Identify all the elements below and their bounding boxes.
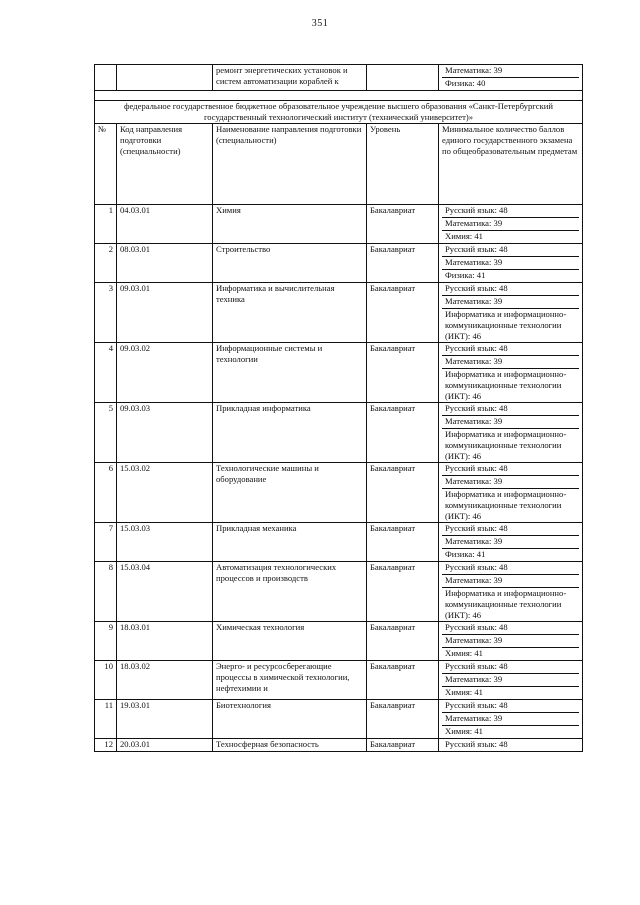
subject-score: Информатика и информационно-коммуникационные технологии (ИКТ): 46 — [445, 429, 567, 461]
subject-score: Физика: 40 — [445, 78, 486, 88]
cell-level: Бакалавриат — [367, 244, 439, 283]
subject-score: Русский язык: 48 — [442, 244, 579, 257]
subject-score: Математика: 39 — [442, 674, 579, 687]
table-row — [95, 739, 583, 752]
table-row — [95, 622, 583, 661]
cell-name: Химия — [213, 205, 367, 244]
cell-number: 4 — [95, 343, 117, 403]
subject-score: Математика: 39 — [442, 416, 579, 429]
subject-score: Математика: 39 — [442, 218, 579, 231]
cell-subjects — [439, 244, 583, 283]
cell-name: Информационные системы и технологии — [213, 343, 367, 403]
subject-score: Химия: 41 — [445, 687, 483, 697]
subject-score: Химия: 41 — [445, 726, 483, 736]
cell-subjects — [439, 65, 583, 91]
page-number: 351 — [311, 18, 329, 29]
cell-subjects — [439, 403, 583, 463]
cell-code: 20.03.01 — [117, 739, 213, 752]
header-min-score: Минимальное количество баллов единого государственного экзамена по общеобразовательным предметам — [439, 124, 583, 205]
subject-score: Информатика и информационно-коммуникационные технологии (ИКТ): 46 — [445, 588, 567, 620]
subject-score: Математика: 39 — [442, 635, 579, 648]
cell-code: 19.03.01 — [117, 700, 213, 739]
cell-level: Бакалавриат — [367, 403, 439, 463]
table-row — [95, 205, 583, 244]
cell-level: Бакалавриат — [367, 523, 439, 562]
admission-table — [94, 64, 583, 752]
cell-level: Бакалавриат — [367, 283, 439, 343]
cell-level: Бакалавриат — [367, 463, 439, 523]
cell-code: 15.03.02 — [117, 463, 213, 523]
subject-score: Русский язык: 48 — [442, 523, 579, 536]
table-row — [95, 244, 583, 283]
subject-score: Русский язык: 48 — [442, 661, 579, 674]
subject-score: Математика: 39 — [442, 575, 579, 588]
cell-name: Энерго- и ресурсосберегающие процессы в химической технологии, нефтехимии и — [213, 661, 367, 700]
cell-number: 8 — [95, 562, 117, 622]
table-row — [95, 283, 583, 343]
subject-score: Физика: 41 — [445, 270, 486, 280]
cell-code: 04.03.01 — [117, 205, 213, 244]
table-row — [95, 562, 583, 622]
cell-subjects — [439, 739, 583, 752]
subject-score: Русский язык: 48 — [442, 205, 579, 218]
cell-level: Бакалавриат — [367, 661, 439, 700]
subject-score: Русский язык: 48 — [442, 403, 579, 416]
header-name: Наименование направления подготовки (специальности) — [213, 124, 367, 205]
cell-code: 08.03.01 — [117, 244, 213, 283]
table-row-continued — [95, 65, 583, 91]
subject-score: Русский язык: 48 — [442, 343, 579, 356]
cell-subjects — [439, 661, 583, 700]
cell-code: 09.03.03 — [117, 403, 213, 463]
subject-score: Русский язык: 48 — [445, 739, 508, 749]
cell-subjects — [439, 205, 583, 244]
cell-number: 11 — [95, 700, 117, 739]
subject-score: Математика: 39 — [442, 356, 579, 369]
institution-name: федеральное государственное бюджетное образовательное учреждение высшего образования «Санкт-Петербургский государственный технологический институт (технический университет)» — [95, 101, 583, 124]
subject-score: Русский язык: 48 — [442, 622, 579, 635]
cell-number: 7 — [95, 523, 117, 562]
cell-name: Биотехнология — [213, 700, 367, 739]
cell-subjects — [439, 523, 583, 562]
table-body — [95, 205, 583, 752]
subject-score: Математика: 39 — [442, 257, 579, 270]
cell-subjects — [439, 463, 583, 523]
cell-number: 5 — [95, 403, 117, 463]
name-line: ремонт энергетических установок и — [216, 65, 348, 75]
cell-name: Прикладная механика — [213, 523, 367, 562]
cell-level: Бакалавриат — [367, 343, 439, 403]
subject-score: Русский язык: 48 — [442, 700, 579, 713]
header-code: Код направления подготовки (специальности) — [117, 124, 213, 205]
cell-number: 2 — [95, 244, 117, 283]
cell-code: 18.03.02 — [117, 661, 213, 700]
cell-code: 09.03.01 — [117, 283, 213, 343]
cell-code: 09.03.02 — [117, 343, 213, 403]
cell-number: 6 — [95, 463, 117, 523]
header-num: № — [95, 124, 117, 205]
subject-score: Математика: 39 — [442, 713, 579, 726]
institution-row — [95, 101, 583, 124]
subject-score: Информатика и информационно-коммуникационные технологии (ИКТ): 46 — [445, 309, 567, 341]
table-row — [95, 343, 583, 403]
cell-name: Строительство — [213, 244, 367, 283]
subject-score: Математика: 39 — [442, 65, 579, 78]
header-level: Уровень — [367, 124, 439, 205]
cell-name: Химическая технология — [213, 622, 367, 661]
cell-level: Бакалавриат — [367, 739, 439, 752]
cell-name: Прикладная информатика — [213, 403, 367, 463]
cell-level: Бакалавриат — [367, 700, 439, 739]
subject-score: Русский язык: 48 — [442, 283, 579, 296]
subject-score: Русский язык: 48 — [442, 562, 579, 575]
subject-score: Физика: 41 — [445, 549, 486, 559]
cell-number: 12 — [95, 739, 117, 752]
subject-score: Информатика и информационно-коммуникационные технологии (ИКТ): 46 — [445, 489, 567, 521]
subject-score: Информатика и информационно-коммуникационные технологии (ИКТ): 46 — [445, 369, 567, 401]
table-row — [95, 463, 583, 523]
cell-number: 10 — [95, 661, 117, 700]
cell-name: Техносферная безопасность — [213, 739, 367, 752]
cell-level: Бакалавриат — [367, 622, 439, 661]
cell-code: 18.03.01 — [117, 622, 213, 661]
cell-code: 15.03.04 — [117, 562, 213, 622]
subject-score: Русский язык: 48 — [442, 463, 579, 476]
cell-number: 9 — [95, 622, 117, 661]
subject-score: Математика: 39 — [442, 296, 579, 309]
cell-subjects — [439, 700, 583, 739]
cell-number: 3 — [95, 283, 117, 343]
table-row — [95, 661, 583, 700]
table-row — [95, 403, 583, 463]
header-row — [95, 124, 583, 205]
table-row — [95, 523, 583, 562]
cell-level: Бакалавриат — [367, 562, 439, 622]
cell-level: Бакалавриат — [367, 205, 439, 244]
subject-score: Химия: 41 — [445, 231, 483, 241]
subject-score: Математика: 39 — [442, 476, 579, 489]
cell-subjects — [439, 562, 583, 622]
cell-name: Информатика и вычислительная техника — [213, 283, 367, 343]
cell-code: 15.03.03 — [117, 523, 213, 562]
cell-subjects — [439, 283, 583, 343]
cell-number: 1 — [95, 205, 117, 244]
subject-score: Математика: 39 — [442, 536, 579, 549]
cell-name: Автоматизация технологических процессов и производств — [213, 562, 367, 622]
cell-subjects — [439, 622, 583, 661]
cell-name — [213, 65, 367, 91]
cell-name: Технологические машины и оборудование — [213, 463, 367, 523]
cell-subjects — [439, 343, 583, 403]
table-row — [95, 700, 583, 739]
name-line: систем автоматизации кораблей к — [216, 76, 339, 86]
spacer-row — [95, 91, 583, 101]
subject-score: Химия: 41 — [445, 648, 483, 658]
